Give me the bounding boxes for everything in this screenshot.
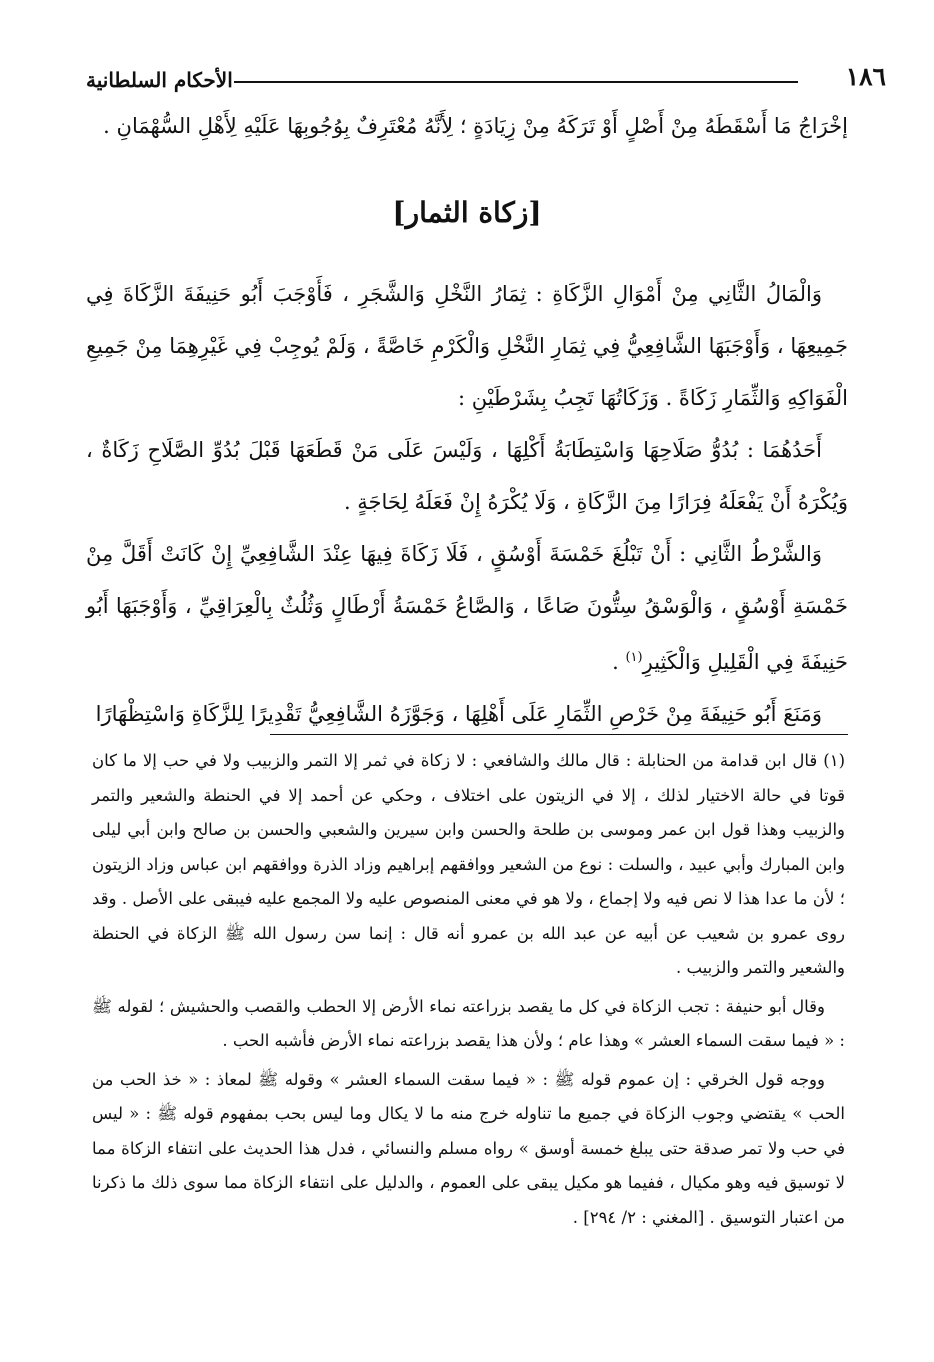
section-heading: [زكاة الثمار] bbox=[392, 196, 542, 229]
continuation-line bbox=[86, 100, 848, 152]
paragraph-3-end: . bbox=[612, 650, 626, 674]
footnote-separator bbox=[270, 734, 848, 735]
paragraph-3 bbox=[86, 528, 848, 688]
footnote-reference[interactable]: (١) bbox=[625, 650, 643, 665]
footnote-marker: (١) bbox=[823, 751, 846, 770]
footnote-1-para-1 bbox=[92, 744, 845, 986]
footnote-1-text: قال ابن قدامة من الحنابلة : قال مالك والشافعي : لا زكاة في ثمر إلا التمر والزبيب ولا في حب إلا ما كان قوتا في حالة الاختيار لذلك ، إلا في الزيتون على اختلاف ، وحكي عن أحمد إلا في الحنطة والشعير والتمر والزبيب وهذا قول ابن عمر وموسى بن طلحة والحسن وابن سيرين والشعبي والحسن بن صالح وابن أبي ليلى وابن المبارك وأبي عبيد ، والسلت : نوع من الشعير ووافقهم إبراهيم وزاد الذرة ووافقهم ابن عباس وزاد الزيتون ؛ لأن ما عدا هذا لا نص فيه ولا إجماع ، ولا هو في معنى المنصوص عليه ولا المجمع عليه فيبقى على الأصل . وقد روى عمرو بن شعيب عن أبيه عن عبد الله بن عمرو أنه قال : إنما سن رسول الله ﷺ الزكاة في الحنطة والشعير والتمر والزبيب . bbox=[92, 751, 845, 977]
paragraph-3-text: وَالشَّرْطُ الثَّانِي : أَنْ تَبْلُغَ خَمْسَةَ أَوْسُقٍ ، فَلَا زَكَاةَ فِيهَا عِنْدَ الشَّافِعِيِّ إِنْ كَانَتْ أَقَلَّ مِنْ خَمْسَةِ أَوْسُقٍ ، وَالْوَسْقُ سِتُّونَ صَاعًا ، وَالصَّاعُ خَمْسَةُ أَرْطَالٍ وَثُلُثٌ بِالْعِرَاقِيِّ ، وَأَوْجَبَهَا أَبُو حَنِيفَةَ فِي الْقَلِيلِ وَالْكَثِيرِ bbox=[86, 542, 848, 674]
paragraph-4: وَمَنَعَ أَبُو حَنِيفَةَ مِنْ خَرْصِ الثِّمَارِ عَلَى أَهْلِهَا ، وَجَوَّزَهُ الشَّافِعِيُّ تَقْدِيرًا لِلزَّكَاةِ وَاسْتِظْهَارًا bbox=[95, 702, 822, 726]
footnote-1-para-3: ووجه قول الخرقي : إن عموم قوله ﷺ : « فيما سقت السماء العشر » وقوله ﷺ لمعاذ : « خذ الحب من الحب » يقتضي وجوب الزكاة في جميع ما تناوله خرج منه ما لا يكال وما ليس بحب بمفهوم قوله ﷺ : « ليس في حب ولا تمر صدقة حتى يبلغ خمسة أوسق » رواه مسلم والنسائي ، فدل هذا الحديث على انتفاء الزكاة مما لا توسيق فيه وهو مكيال ، ففيما هو مكيل يبقى على العموم ، والدليل على انتفاء الزكاة مما سوى ذلك ما ذكرنا من اعتبار التوسيق . [المغني : ٢/ ٢٩٤] . bbox=[92, 1069, 845, 1227]
book-title: الأحكام السلطانية bbox=[86, 68, 233, 92]
paragraph-1: وَالْمَالُ الثَّانِي مِنْ أَمْوَالِ الزَّكَاةِ : ثِمَارُ النَّخْلِ وَالشَّجَرِ ، فَأَوْجَبَ أَبُو حَنِيفَةَ الزَّكَاةَ فِي جَمِيعِهَا ، وَأَوْجَبَهَا الشَّافِعِيُّ فِي ثِمَارِ النَّخْلِ وَالْكَرْمِ خَاصَّةً ، وَلَمْ يُوجِبْ فِي غَيْرِهِمَا مِنْ جَمِيعِ الْفَوَاكِهِ وَالثِّمَارِ زَكَاةً . وَزَكَاتُهَا تَجِبُ بِشَرْطَيْنِ : bbox=[86, 282, 848, 410]
continuation-text: إخْرَاجُ مَا أَسْقَطَهُ مِنْ أَصْلٍ أَوْ تَرَكَهُ مِنْ زِيَادَةٍ ؛ لِأَنَّهُ مُعْتَرِفٌ بِوُجُوبِهَا عَلَيْهِ لِأَهْلِ السُّهْمَانِ . bbox=[103, 114, 848, 138]
footnote-1-para-2: وقال أبو حنيفة : تجب الزكاة في كل ما يقصد بزراعته نماء الأرض إلا الحطب والقصب والحشيش ؛ لقوله ﷺ : « فيما سقت السماء العشر » وهذا عام ؛ ولأن هذا يقصد بزراعته نماء الأرض فأشبه الحب . bbox=[92, 996, 845, 1050]
main-text bbox=[86, 268, 848, 740]
header-rule bbox=[234, 81, 798, 83]
footnotes bbox=[92, 744, 845, 1235]
paragraph-2: أَحَدُهُمَا : بُدُوُّ صَلَاحِهَا وَاسْتِطَابَةُ أَكْلِهَا ، وَلَيْسَ عَلَى مَنْ قَطَعَهَا قَبْلَ بُدُوِّ الصَّلَاحِ زَكَاةٌ ، وَيُكْرَهُ أَنْ يَفْعَلَهُ فِرَارًا مِنَ الزَّكَاةِ ، وَلَا يُكْرَهُ إِنْ فَعَلَهُ لِحَاجَةٍ . bbox=[86, 438, 848, 514]
running-header bbox=[86, 60, 886, 100]
page-number: ١٨٦ bbox=[845, 62, 886, 91]
